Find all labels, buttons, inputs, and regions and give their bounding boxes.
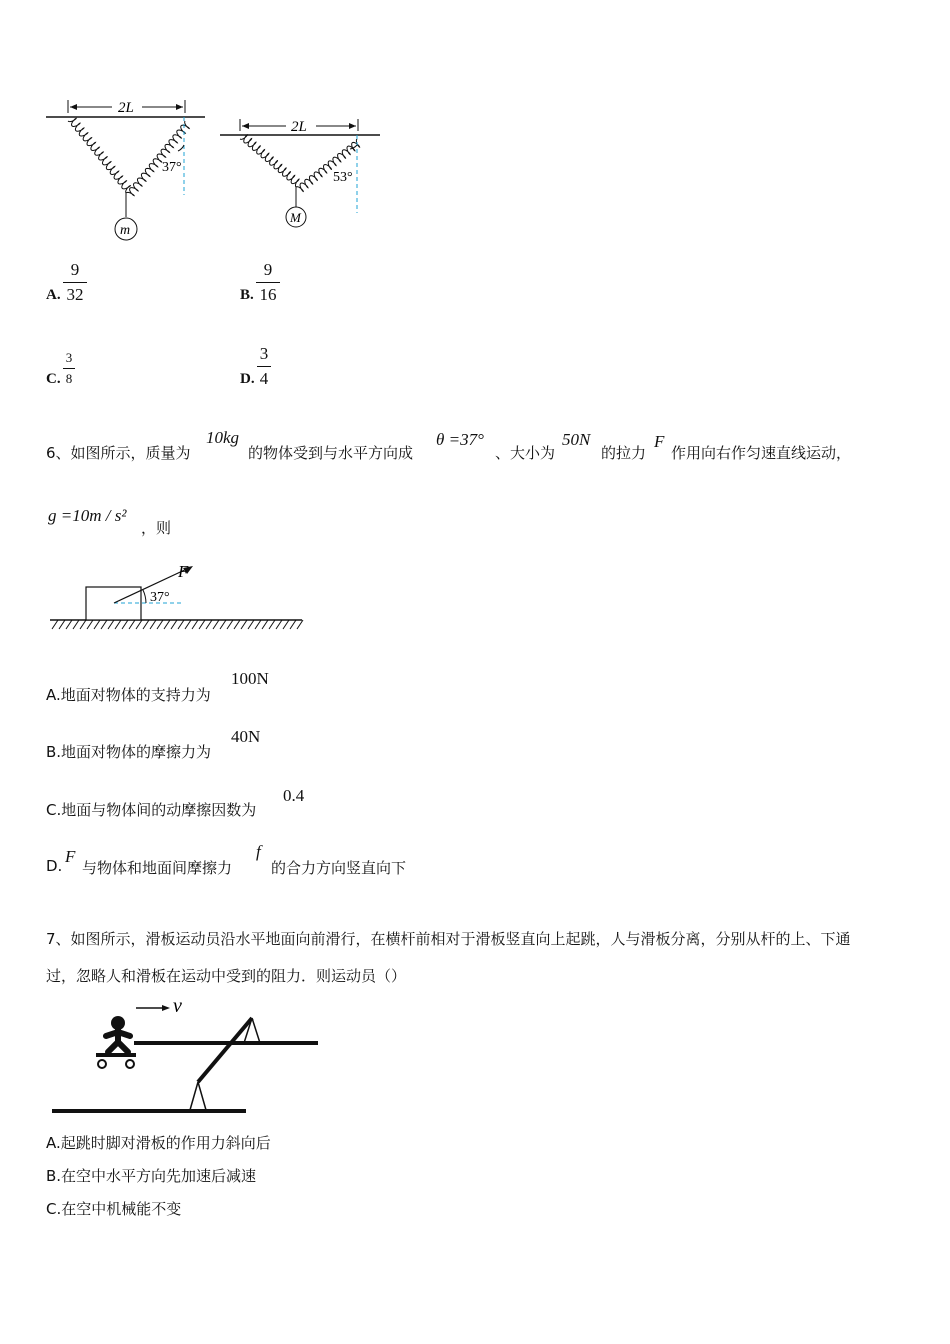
q5-left-angle-label: 37° xyxy=(162,160,182,175)
q6-figure-force-label: F xyxy=(178,562,189,581)
q7-stem-line2: 过，忽略人和滑板在运动中受到的阻力．则运动员（） xyxy=(46,967,407,985)
q5-option-d-fraction xyxy=(257,344,271,389)
q5-option-b-den: 16 xyxy=(259,285,277,304)
q6-option-b-value: 40N xyxy=(231,727,261,746)
q5-right-angle-label: 53° xyxy=(333,170,353,185)
q5-option-a-letter: A. xyxy=(46,287,61,303)
q6-option-a-value: 100N xyxy=(231,669,269,688)
q6-force-symbol: F xyxy=(654,432,665,451)
q5-option-d-den: 4 xyxy=(259,369,269,388)
q6-option-d-friction-symbol: f xyxy=(256,842,261,861)
q5-left-span-label: 2L xyxy=(118,100,134,116)
q5-option-c-fraction xyxy=(63,350,75,387)
q6-option-d-text3: 的合力方向竖直向下 xyxy=(271,859,407,877)
q6-block-figure xyxy=(44,560,309,635)
q6-stem-part3: 、大小为 xyxy=(495,444,556,462)
q6-stem-part2: 的物体受到与水平方向成 xyxy=(248,444,414,462)
q7-option-b: B.在空中水平方向先加速后减速 xyxy=(46,1167,257,1185)
q6-option-d-text2: 与物体和地面间摩擦力 xyxy=(82,859,233,877)
q5-option-b-letter: B. xyxy=(240,287,254,303)
q6-figure-angle-label: 37° xyxy=(150,590,170,605)
q6-theta: θ =37° xyxy=(436,430,484,449)
q5-option-a-fraction xyxy=(63,260,87,305)
q6-option-d-force-symbol: F xyxy=(65,847,76,866)
q6-mass: 10kg xyxy=(206,428,240,447)
q7-option-c: C.在空中机械能不变 xyxy=(46,1200,182,1218)
q6-option-c-text: C.地面与物体间的动摩擦因数为 xyxy=(46,801,257,819)
q5-option-a-num: 9 xyxy=(70,260,80,279)
q5-option-d-letter: D. xyxy=(240,371,255,387)
q6-gravity: g =10m / s² xyxy=(48,506,127,525)
q5-option-d-num: 3 xyxy=(259,344,269,363)
q5-right-span-label: 2L xyxy=(291,119,307,135)
q5-option-c-num: 3 xyxy=(65,350,73,365)
q6-option-a-text: A.地面对物体的支持力为 xyxy=(46,686,211,704)
q6-stem-part4: 的拉力 xyxy=(601,444,647,462)
q6-option-b-text: B.地面对物体的摩擦力为 xyxy=(46,743,212,761)
q5-option-c-letter: C. xyxy=(46,371,61,387)
q6-option-c-value: 0.4 xyxy=(283,786,305,805)
q7-stem-line1: 7、如图所示，滑板运动员沿水平地面向前滑行，在横杆前相对于滑板竖直向上起跳，人与滑板分离，分别从杆的上、下通 xyxy=(46,930,851,948)
q6-option-d-letter: D. xyxy=(46,857,63,875)
q7-skateboard-figure xyxy=(46,990,326,1120)
q7-option-a: A.起跳时脚对滑板的作用力斜向后 xyxy=(46,1134,271,1152)
q5-right-mass-label: M xyxy=(290,210,301,225)
q6-stem-prefix: 6、如图所示，质量为 xyxy=(46,444,191,462)
q5-option-b-num: 9 xyxy=(263,260,273,279)
q5-spring-figure xyxy=(40,95,390,250)
q5-option-c-den: 8 xyxy=(65,371,73,386)
q7-velocity-label: v xyxy=(173,995,182,1017)
q5-option-b-fraction xyxy=(256,260,280,305)
q5-left-mass-label: m xyxy=(120,223,131,238)
q5-option-a-den: 32 xyxy=(66,285,84,304)
q6-stem-part5: 作用向右作匀速直线运动， xyxy=(671,444,852,462)
q6-then: ，则 xyxy=(141,519,172,537)
q6-force: 50N xyxy=(562,430,591,449)
